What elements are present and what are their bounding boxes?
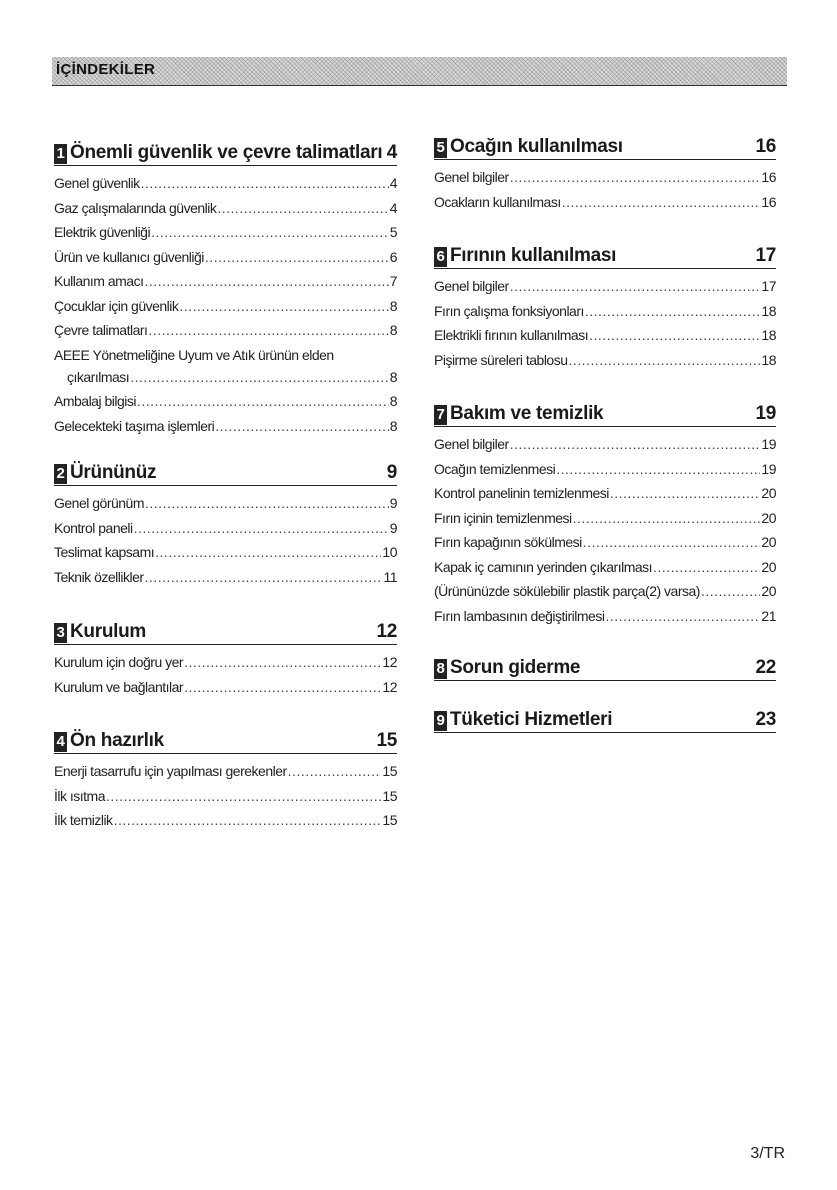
- toc-entry[interactable]: [54, 200, 397, 225]
- section-title: Sorun giderme: [450, 657, 581, 678]
- dot-leader: [583, 534, 761, 550]
- toc-entry-page: 20: [761, 534, 776, 550]
- toc-entry-page: 5: [389, 224, 397, 240]
- toc-entry-page: 12: [382, 678, 397, 695]
- toc-entry-label: Genel bilgiler: [434, 169, 509, 185]
- section-number-badge: 1: [54, 144, 67, 164]
- toc-entry[interactable]: [434, 169, 776, 194]
- section-title: Kurulum: [70, 621, 147, 642]
- toc-entry[interactable]: [54, 763, 397, 788]
- section-page-number: 9: [386, 462, 397, 483]
- section-number-badge: 9: [434, 711, 447, 731]
- toc-entry[interactable]: [54, 347, 397, 394]
- dot-leader: [556, 461, 760, 477]
- dot-leader: [217, 200, 388, 216]
- section-number-badge: 6: [434, 247, 447, 267]
- toc-section: [434, 707, 776, 733]
- section-entries: [54, 763, 397, 837]
- toc-entry[interactable]: [54, 569, 397, 594]
- dot-leader: [653, 559, 760, 575]
- section-title: Ürününüz: [70, 462, 157, 483]
- toc-entry[interactable]: [54, 249, 397, 274]
- toc-section: [434, 655, 776, 681]
- dot-leader: [510, 278, 761, 294]
- section-page-number: 4: [386, 142, 397, 163]
- section-heading[interactable]: [54, 460, 397, 486]
- dot-leader: [605, 608, 760, 624]
- dot-leader: [134, 520, 389, 536]
- dot-leader: [151, 224, 389, 240]
- section-title: Önemli güvenlik ve çevre talimatları: [70, 142, 383, 163]
- toc-entry[interactable]: [54, 495, 397, 520]
- section-number-badge: 5: [434, 138, 447, 158]
- toc-entry-label: Kontrol paneli: [54, 519, 133, 536]
- toc-entry-label: (Ürününüzde sökülebilir plastik parça(2) varsa): [434, 583, 700, 599]
- section-entries: [54, 654, 397, 703]
- section-entries: [54, 495, 397, 593]
- toc-entry-label: AEEE Yönetmeliğine Uyum ve Atık ürünün elden: [54, 346, 334, 363]
- section-title: Bakım ve temizlik: [450, 403, 604, 424]
- toc-entry-label: Genel bilgiler: [434, 436, 509, 452]
- dot-leader: [148, 322, 388, 338]
- toc-entry[interactable]: [54, 273, 397, 298]
- toc-entry-page: 21: [761, 607, 776, 624]
- section-page-number: 19: [755, 403, 776, 424]
- toc-entry[interactable]: [434, 352, 776, 377]
- section-number-badge: 2: [54, 464, 67, 484]
- toc-entry-page: 8: [389, 368, 397, 385]
- toc-entry-label: Enerji tasarrufu için yapılması gerekenler: [54, 763, 287, 779]
- toc-entry-page: 15: [382, 763, 397, 779]
- toc-entry-page: 8: [389, 322, 397, 338]
- toc-section: [434, 243, 776, 376]
- toc-section: [54, 619, 397, 703]
- section-page-number: 16: [755, 136, 776, 157]
- section-heading[interactable]: [434, 655, 776, 681]
- toc-entry-page: 16: [761, 169, 776, 185]
- toc-entry-label: Ocakların kullanılması: [434, 193, 561, 210]
- toc-entry[interactable]: [434, 303, 776, 328]
- toc-entry[interactable]: [54, 224, 397, 249]
- toc-entry[interactable]: [434, 461, 776, 486]
- dot-leader: [573, 510, 761, 526]
- section-page-number: 17: [755, 245, 776, 266]
- dot-leader: [137, 393, 389, 409]
- toc-entry-label: Genel görünüm: [54, 495, 145, 511]
- dot-leader: [155, 544, 381, 560]
- toc-entry[interactable]: [434, 194, 776, 219]
- toc-entry-page: 18: [761, 327, 776, 343]
- contents-header-band: [52, 57, 787, 86]
- toc-entry-page: 8: [389, 297, 397, 314]
- toc-entry-page: 4: [389, 199, 397, 216]
- section-entries: [434, 169, 776, 218]
- toc-entry-label: Kullanım amacı: [54, 273, 144, 289]
- toc-entry[interactable]: [54, 812, 397, 837]
- toc-entry-page: 16: [761, 193, 776, 210]
- section-number-badge: 4: [54, 732, 67, 752]
- toc-section: [434, 401, 776, 632]
- dot-leader: [510, 436, 761, 452]
- toc-entry[interactable]: [54, 298, 397, 323]
- dot-leader: [562, 194, 761, 210]
- dot-leader: [610, 485, 761, 501]
- toc-entry-page: 18: [761, 351, 776, 368]
- toc-entry-page: 20: [761, 558, 776, 575]
- toc-entry-page: 10: [382, 544, 397, 560]
- section-title: Fırının kullanılması: [450, 245, 617, 266]
- dot-leader: [510, 169, 761, 185]
- toc-entry[interactable]: [434, 608, 776, 633]
- toc-entry-page: 15: [382, 787, 397, 804]
- toc-entry-page: 4: [389, 175, 397, 191]
- toc-entry-page: 6: [389, 248, 397, 265]
- toc-entry[interactable]: [54, 544, 397, 569]
- section-heading[interactable]: [434, 707, 776, 733]
- section-heading[interactable]: [434, 134, 776, 160]
- toc-entry-page: 15: [382, 812, 397, 828]
- toc-entry-page: 8: [389, 417, 397, 434]
- dot-leader: [141, 175, 389, 191]
- toc-entry-label: Elektrikli fırının kullanılması: [434, 327, 589, 343]
- section-title: Ön hazırlık: [70, 730, 164, 751]
- toc-entry-label: Kurulum ve bağlantılar: [54, 678, 184, 695]
- contents-heading: İÇİNDEKİLER: [56, 61, 156, 78]
- toc-entry-page: 9: [389, 495, 397, 511]
- section-heading[interactable]: [434, 401, 776, 427]
- toc-entry-label: Elektrik güvenliği: [54, 224, 151, 240]
- toc-entry-label: Çocuklar için güvenlik: [54, 297, 179, 314]
- section-page-number: 23: [755, 709, 776, 730]
- toc-entry[interactable]: [54, 654, 397, 679]
- toc-entry-label: İlk ısıtma: [54, 787, 106, 804]
- section-title: Ocağın kullanılması: [450, 136, 623, 157]
- toc-entry-label: Kurulum için doğru yer: [54, 654, 184, 670]
- dot-leader: [585, 303, 761, 319]
- toc-entry-label: Fırın lambasının değiştirilmesi: [434, 607, 605, 624]
- toc-entry[interactable]: [54, 679, 397, 704]
- section-number-badge: 8: [434, 659, 447, 679]
- section-heading[interactable]: [54, 140, 397, 166]
- toc-entry[interactable]: [434, 510, 776, 535]
- dot-leader: [701, 583, 760, 599]
- toc-entry-page: 19: [761, 460, 776, 477]
- toc-entry-label: Pişirme süreleri tablosu: [434, 351, 568, 368]
- toc-section: [54, 728, 397, 837]
- dot-leader: [215, 418, 388, 434]
- toc-entry[interactable]: [54, 418, 397, 443]
- toc-entry-page: 9: [389, 519, 397, 536]
- toc-entry-page: 11: [383, 568, 397, 585]
- toc-entry-label: Kontrol panelinin temizlenmesi: [434, 485, 609, 501]
- toc-entry[interactable]: [54, 322, 397, 347]
- toc-section: [54, 140, 397, 442]
- toc-entry-label: Ocağın temizlenmesi: [434, 460, 556, 477]
- toc-section: [54, 460, 397, 593]
- toc-entry-label: Fırın kapağının sökülmesi: [434, 534, 582, 550]
- toc-entry-label: Fırın çalışma fonksiyonları: [434, 302, 584, 319]
- toc-entry[interactable]: [54, 175, 397, 200]
- toc-entry-page: 19: [761, 436, 776, 452]
- toc-entry-page: 20: [761, 509, 776, 526]
- section-heading[interactable]: [54, 728, 397, 754]
- section-entries: [54, 175, 397, 442]
- toc-entry-page: 18: [761, 302, 776, 319]
- dot-leader: [130, 369, 389, 385]
- toc-entry[interactable]: [54, 788, 397, 813]
- section-page-number: 12: [376, 621, 397, 642]
- toc-entry[interactable]: [434, 534, 776, 559]
- toc-entry-page: 20: [761, 583, 776, 599]
- dot-leader: [184, 654, 381, 670]
- toc-entry-label: Genel güvenlik: [54, 175, 140, 191]
- toc-entry[interactable]: [434, 278, 776, 303]
- toc-entry[interactable]: [434, 559, 776, 584]
- toc-entry-label: Ambalaj bilgisi: [54, 393, 136, 409]
- toc-section: [434, 134, 776, 218]
- section-page-number: 15: [376, 730, 397, 751]
- toc-entry-page: 17: [761, 278, 776, 294]
- page-number: 3/TR: [750, 1145, 785, 1162]
- dot-leader: [114, 812, 382, 828]
- toc-entry-label: Kapak iç camının yerinden çıkarılması: [434, 558, 653, 575]
- toc-entry-label: Gaz çalışmalarında güvenlik: [54, 199, 217, 216]
- toc-entry[interactable]: [434, 583, 776, 608]
- toc-entry-page: 8: [389, 393, 397, 409]
- toc-entry-page: 12: [382, 654, 397, 670]
- section-heading[interactable]: [54, 619, 397, 645]
- dot-leader: [205, 249, 389, 265]
- dot-leader: [184, 679, 381, 695]
- toc-entry[interactable]: [54, 520, 397, 545]
- toc-entry[interactable]: [434, 485, 776, 510]
- section-entries: [434, 278, 776, 376]
- toc-entry-page: 20: [761, 485, 776, 501]
- dot-leader: [179, 298, 388, 314]
- toc-entry-label: Gelecekteki taşıma işlemleri: [54, 417, 215, 434]
- dot-leader: [288, 763, 382, 779]
- toc-entry-label: Teslimat kapsamı: [54, 544, 155, 560]
- dot-leader: [589, 327, 760, 343]
- toc-entry-label: Teknik özellikler: [54, 568, 144, 585]
- toc-entry-continuation: [54, 369, 397, 394]
- dot-leader: [145, 495, 389, 511]
- toc-entry-label: Genel bilgiler: [434, 278, 509, 294]
- dot-leader: [569, 352, 761, 368]
- section-number-badge: 3: [54, 623, 67, 643]
- toc-entry-label: Çevre talimatları: [54, 322, 148, 338]
- dot-leader: [144, 273, 388, 289]
- toc-entry-label: Ürün ve kullanıcı güvenliği: [54, 248, 204, 265]
- toc-entry-label: Fırın içinin temizlenmesi: [434, 509, 572, 526]
- section-title: Tüketici Hizmetleri: [450, 709, 613, 730]
- toc-entry[interactable]: [434, 327, 776, 352]
- toc-entry-label-cont: çıkarılması: [67, 368, 130, 385]
- section-heading[interactable]: [434, 243, 776, 269]
- section-number-badge: 7: [434, 405, 447, 425]
- toc-entry[interactable]: [434, 436, 776, 461]
- section-page-number: 22: [755, 657, 776, 678]
- toc-entry-page: 7: [389, 273, 397, 289]
- section-entries: [434, 436, 776, 632]
- dot-leader: [145, 569, 383, 585]
- toc-entry[interactable]: [54, 393, 397, 418]
- toc-entry-label: İlk temizlik: [54, 812, 113, 828]
- dot-leader: [106, 788, 381, 804]
